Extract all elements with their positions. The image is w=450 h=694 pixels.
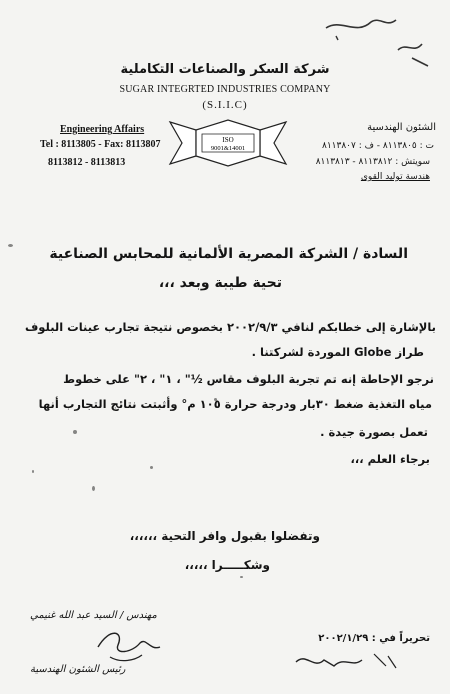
greeting: تحية طيبة وبعد ،،، [158,275,282,291]
signatory-name: مهندس / السيد عبد الله غنيمي [30,610,157,621]
company-name-arabic: شركة السكر والصناعات التكاملية [120,62,330,77]
company-abbreviation: (S.I.I.C) [202,99,248,111]
sub-department-arabic: هندسة توليد القوى [360,172,430,182]
closing-thanks: وشكـــــرا ،،،،، [184,558,270,572]
body-line: مياه التغذية ضغط ٣٠بار ودرجة حرارة ١٠٥ م° وأثبتت نتائج التجارب أنها [38,397,432,411]
tel2-english: 8113812 - 8113813 [48,157,126,168]
body-line: تعمل بصورة جيدة . [320,425,428,439]
iso-text-top: ISO [222,136,234,144]
date-line: تحريراً في : ٢٠٠٢/١/٢٩ [318,633,430,644]
handwritten-corner-mark [316,6,436,76]
body-line: طراز Globe الموردة لشركتنا . [251,345,424,359]
addressee: السادة / الشركة المصرية الألمانية للمحابس الصناعية [49,246,408,262]
handwritten-date-scrawl [290,648,400,674]
company-name-english: SUGAR INTEGRTED INDUSTRIES COMPANY [119,84,331,95]
iso-logo [168,112,288,174]
tel-fax-arabic: ت : ٨١١٣٨٠٥ - ف : ٨١١٣٨٠٧ [322,141,434,151]
body-line: نرجو الإحاطة إنه تم تجربة البلوف مقاس ½" ، ١" ، ٢" على خطوط [63,372,434,386]
body-line: بالإشارة إلى خطابكم لنافي ٢٠٠٢/٩/٣ بخصوص نتيجة تجارب عينات البلوف [24,320,436,334]
closing-regards: وتفضلوا بقبول وافر التحية ،،،،،، [129,529,320,543]
tel-fax-english: Tel : 8113805 - Fax: 8113807 [40,139,161,150]
iso-text-bottom: 9001&14001 [210,145,246,152]
tel2-arabic: سويتش : ٨١١٣٨١٢ - ٨١١٣٨١٣ [315,157,430,167]
department-arabic: الشئون الهندسية [367,122,436,133]
body-line: برجاء العلم ،،، [350,452,430,466]
signatory-role: رئيس الشئون الهندسية [30,664,126,675]
department-english: Engineering Affairs [60,124,145,135]
